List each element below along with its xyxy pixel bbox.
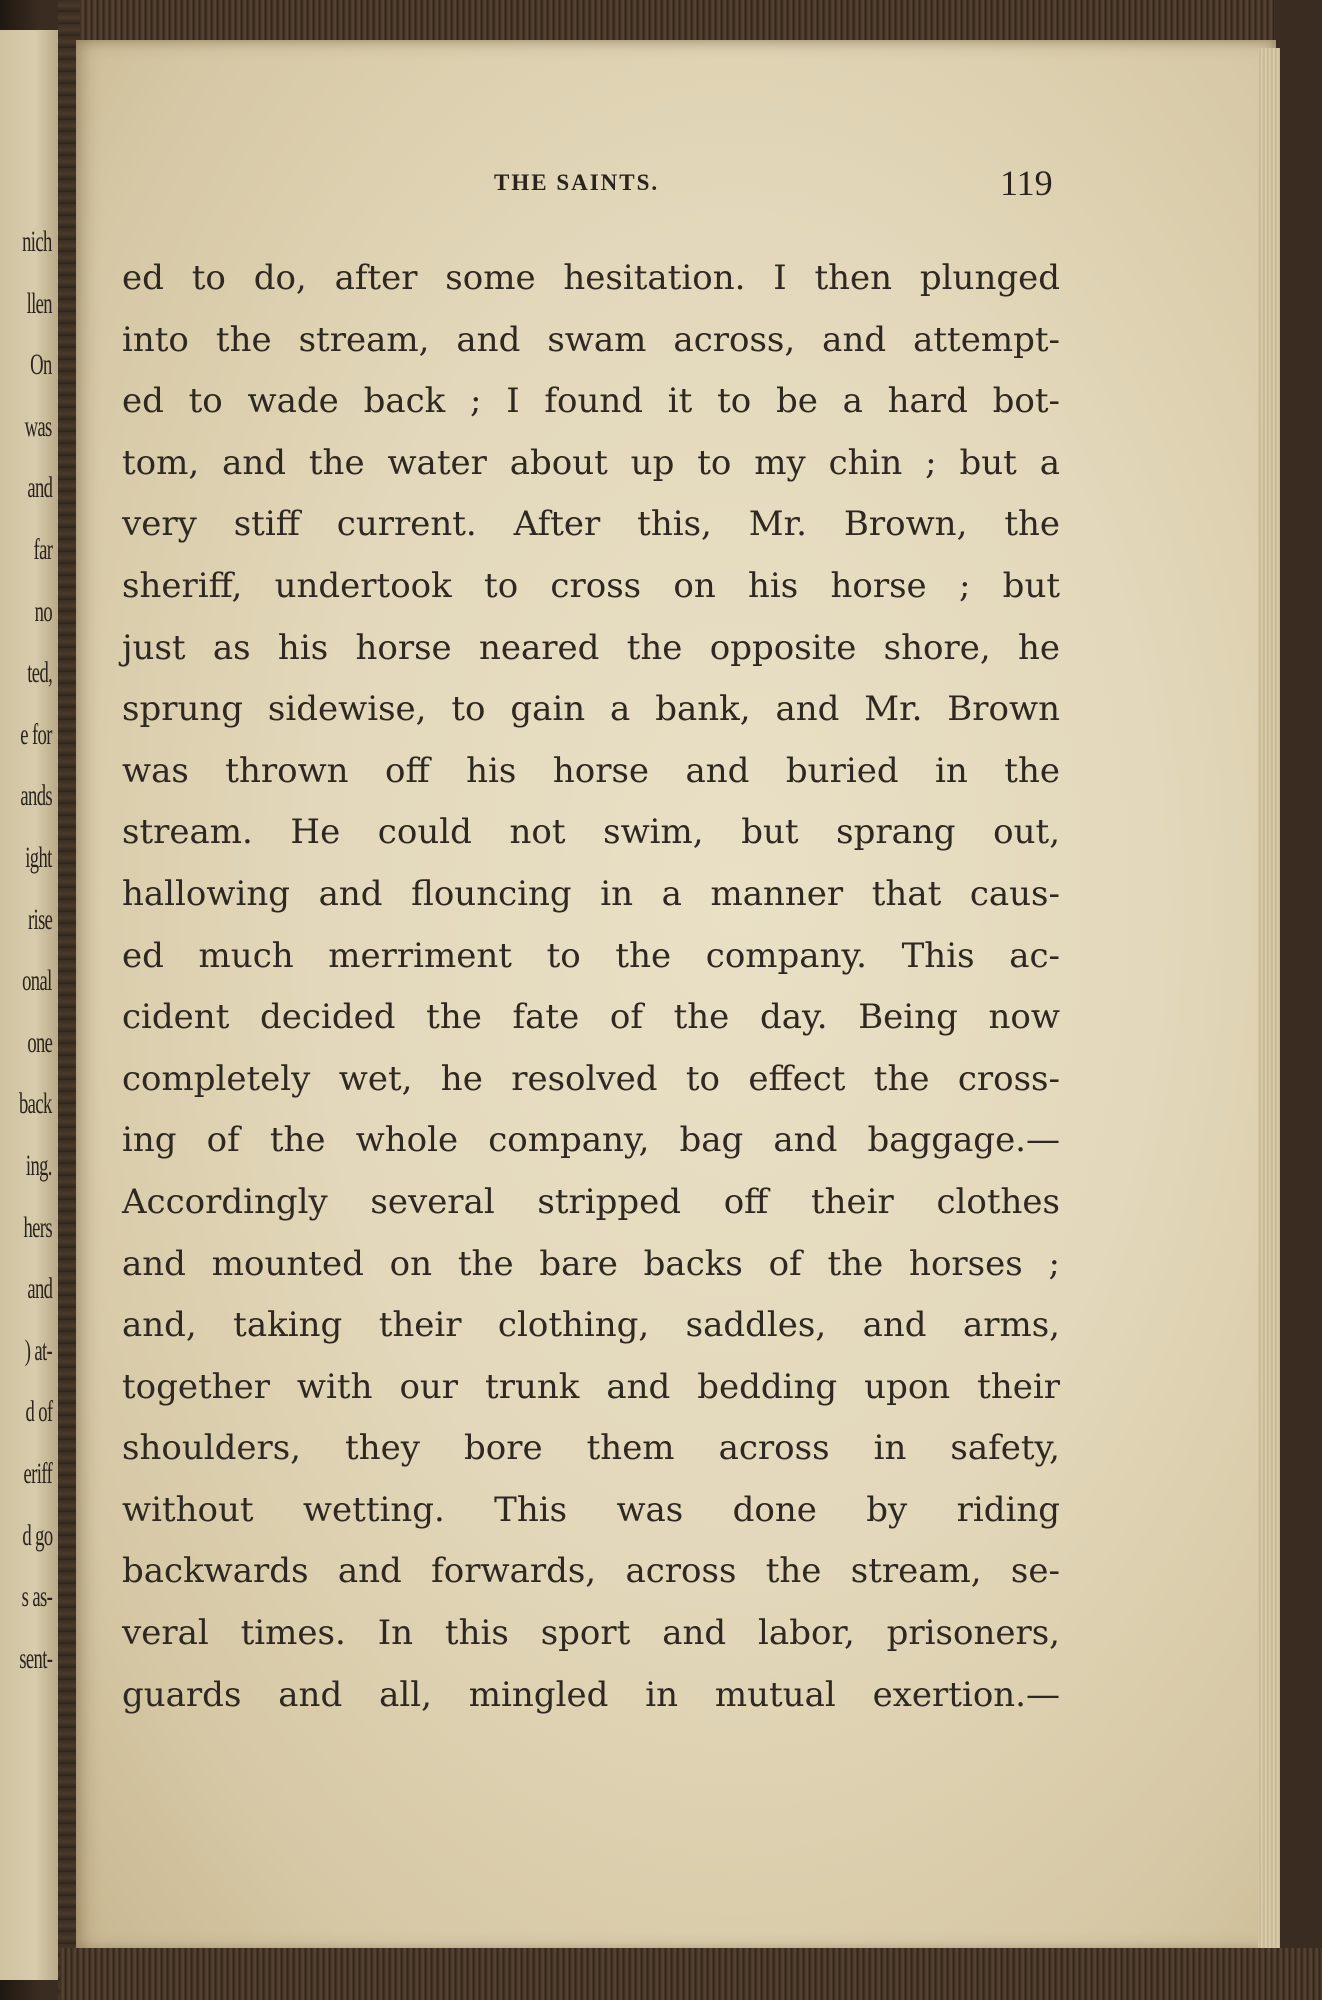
facing-page-fragment: rise — [27, 902, 52, 936]
facing-page-fragment: onal — [22, 964, 52, 998]
text-line: completely wet, he resolved to effect the cross- — [122, 1058, 1060, 1099]
text-line: was thrown off his horse and buried in the — [122, 750, 1060, 791]
facing-page-fragment: no — [34, 594, 52, 628]
cover-cloth-bottom — [60, 1948, 1322, 2000]
text-line: very stiff current. After this, Mr. Brown, the — [122, 504, 1060, 545]
text-line: just as his horse neared the opposite shore, he — [122, 627, 1060, 668]
facing-page-fragment: one — [26, 1025, 52, 1059]
text-line: tom, and the water about up to my chin ; but a — [122, 442, 1060, 483]
facing-page-edge — [0, 30, 60, 1980]
text-line: and mounted on the bare backs of the horses ; — [122, 1243, 1060, 1284]
text-line: sprung sidewise, to gain a bank, and Mr. Brown — [122, 689, 1060, 730]
page-block-edge — [1258, 48, 1280, 1948]
facing-page-fragment: s as- — [21, 1580, 52, 1614]
facing-page-fragment: and — [26, 471, 52, 505]
body-text — [122, 248, 1060, 1726]
facing-page-fragment: hers — [23, 1210, 52, 1244]
text-line: ed to wade back ; I found it to be a hard bot- — [122, 381, 1060, 422]
text-line: sheriff, undertook to cross on his horse ; but — [122, 565, 1060, 606]
facing-page-fragment: was — [24, 409, 52, 443]
text-line: without wetting. This was done by riding — [122, 1489, 1060, 1530]
facing-page-fragment: nich — [22, 225, 52, 258]
text-line: Accordingly several stripped off their clothes — [122, 1181, 1060, 1222]
facing-page-fragment: sent- — [18, 1641, 52, 1675]
facing-page-fragment: ands — [20, 779, 52, 813]
text-line: ed to do, after some hesitation. I then plunged — [122, 258, 1060, 298]
text-line: ed much merriment to the company. This ac- — [122, 935, 1060, 976]
facing-page-fragment: ) at- — [24, 1333, 52, 1367]
page-number: 119 — [1000, 163, 1053, 203]
facing-page-fragment: ight — [25, 841, 52, 874]
text-line: hallowing and flouncing in a manner that caus- — [122, 873, 1060, 914]
text-line: and, taking their clothing, saddles, and arms, — [122, 1305, 1060, 1346]
facing-page-fragment: back — [19, 1087, 52, 1121]
text-line: guards and all, mingled in mutual exertion.— — [122, 1674, 1060, 1715]
text-line: into the stream, and swam across, and attempt- — [122, 319, 1060, 360]
text-line: ing of the whole company, bag and baggage.— — [122, 1120, 1060, 1161]
running-head — [0, 163, 1322, 208]
facing-page-fragment: On — [30, 348, 52, 382]
facing-page-fragment: and — [26, 1272, 52, 1306]
facing-page-fragment: e for — [20, 717, 52, 751]
text-line: shoulders, they bore them across in safety, — [122, 1428, 1060, 1469]
facing-page-fragment: eriff — [23, 1457, 52, 1490]
facing-page-fragment: ing. — [26, 1149, 52, 1182]
facing-page-fragment: llen — [26, 286, 52, 320]
facing-page-fragment: far — [33, 533, 52, 566]
cover-cloth-right — [1275, 0, 1322, 2000]
text-line: veral times. In this sport and labor, prisoners, — [122, 1613, 1060, 1654]
cover-cloth-top — [80, 0, 1322, 44]
text-line: together with our trunk and bedding upon their — [122, 1366, 1060, 1407]
text-line: stream. He could not swim, but sprang out, — [122, 812, 1060, 853]
facing-page-fragment: d go — [21, 1518, 52, 1552]
text-line: cident decided the fate of the day. Being now — [122, 997, 1060, 1038]
running-head-title: THE SAINTS. — [494, 170, 660, 195]
facing-page-fragment: d of — [25, 1395, 52, 1429]
text-line: backwards and forwards, across the stream, se- — [122, 1551, 1060, 1592]
facing-page-fragment: ted, — [27, 656, 52, 690]
